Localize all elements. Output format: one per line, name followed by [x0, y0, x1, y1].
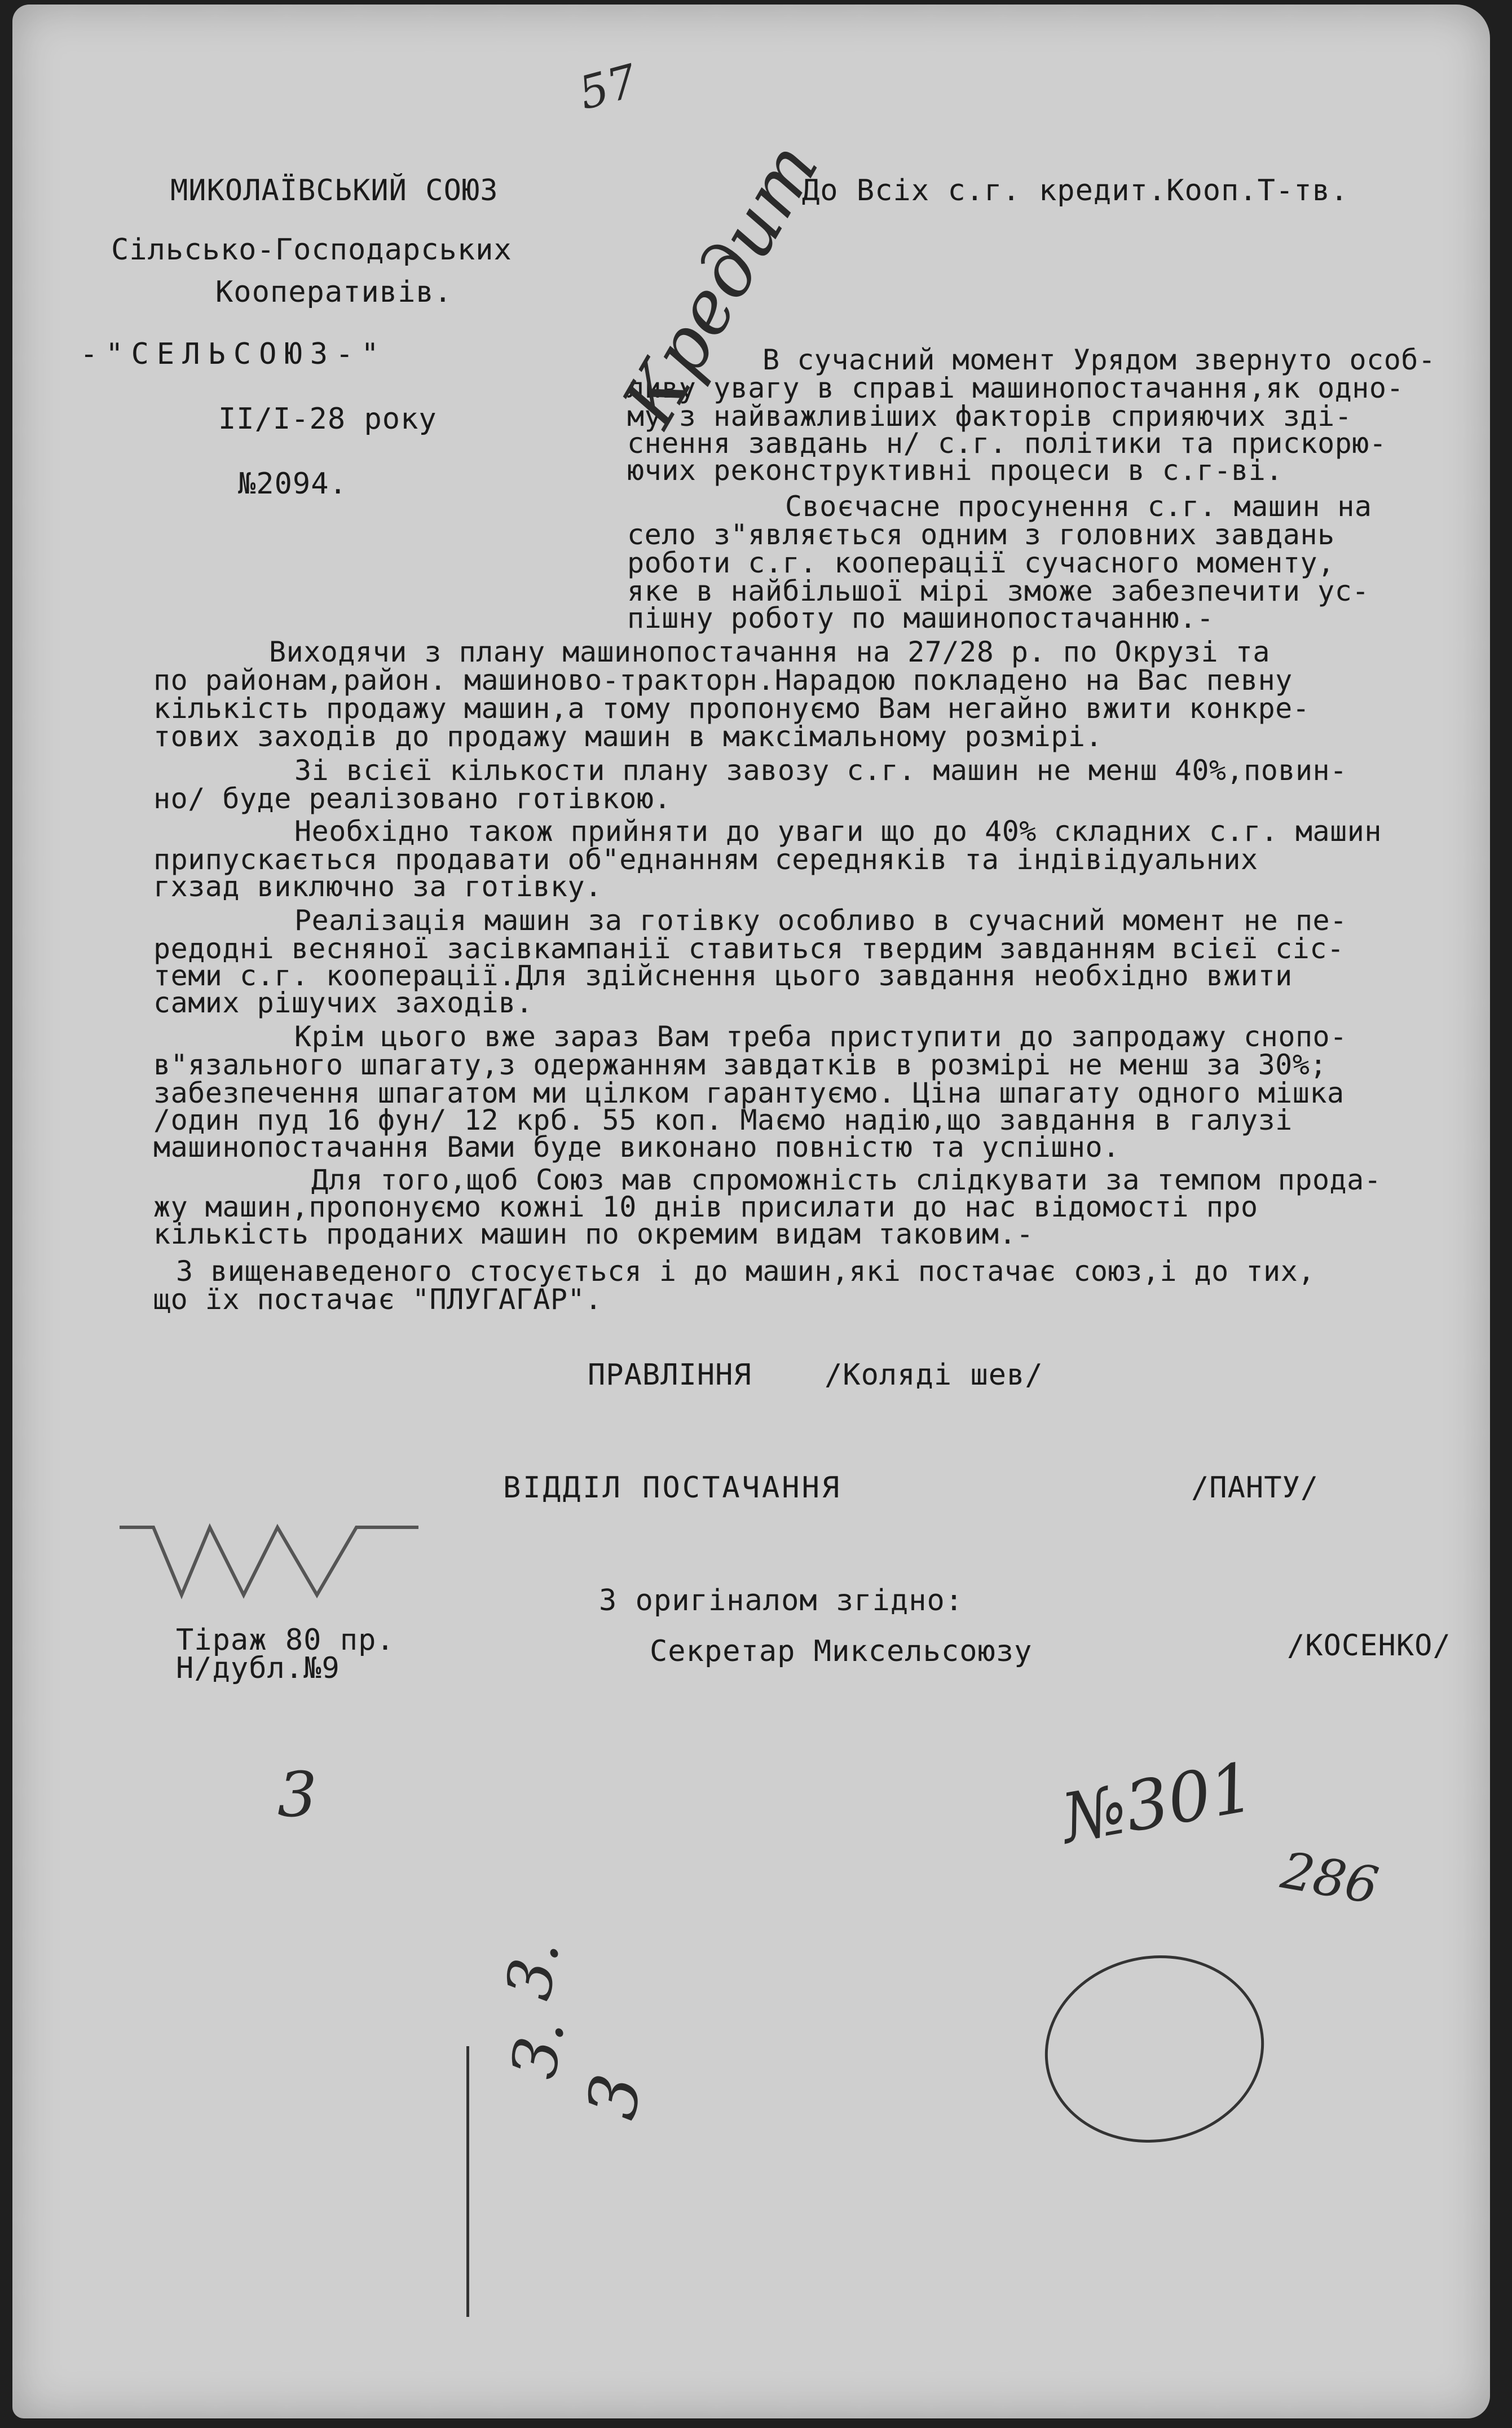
body-line: теми с.г. кооперації.Для здійснення цього завдання необхідно вжити	[153, 959, 1293, 992]
department-signatory: /ПАНТУ/	[1191, 1471, 1319, 1505]
body-line: жу машин,пропонуємо кожні 10 днів присилати до нас відомості про	[153, 1191, 1258, 1223]
body-line: Для того,щоб Союз мав спроможність слідкувати за темпом прода-	[311, 1164, 1382, 1196]
document-number: №2094.	[238, 467, 347, 501]
handwritten-mark: З.	[497, 2013, 579, 2084]
secretary-name: /КОСЕНКО/	[1287, 1629, 1451, 1663]
document-date: II/I-28 року	[218, 402, 437, 436]
org-name-line1: МИКОЛАЇВСЬКИЙ СОЮЗ	[170, 174, 499, 208]
handwritten-resolution: Кредит	[605, 128, 835, 440]
body-line: Крім цього вже зараз Вам треба приступити до запродажу снопо-	[294, 1020, 1347, 1053]
body-line: З вищенаведеного стосується і до машин,які постачає союз,і до тих,	[176, 1255, 1315, 1288]
intro-line: пішну роботу по машинопостачанню.-	[627, 602, 1214, 634]
body-line: в"язального шпагату,з одержанням завдатків в розмірі не менш за 30%;	[153, 1048, 1327, 1081]
handwritten-mark: 3	[572, 2068, 658, 2125]
body-line: /один пуд 16 фун/ 12 крб. 55 коп. Маємо надію,що завдання в галузі	[153, 1104, 1293, 1136]
board-label: ПРАВЛІННЯ	[588, 1358, 752, 1392]
body-line: тових заходів до продажу машин в максімальному розмірі.	[153, 720, 1103, 753]
body-line: припускається продавати об"еднанням середняків та індівідуальних	[153, 843, 1258, 876]
intro-line: ливу увагу в справі машинопостачання,як одно-	[627, 372, 1404, 404]
body-line: забезпечення шпагатом ми цілком гарантуємо. Ціна шпагату одного мішка	[153, 1077, 1345, 1109]
body-line: по районам,район. машиново-тракторн.Нарадою покладено на Вас певну	[153, 664, 1293, 697]
body-line: кількість проданих машин по окремим видам таковим.-	[153, 1218, 1034, 1250]
body-line: но/ буде реалізовано готівкою.	[153, 782, 672, 815]
intro-line: роботи с.г. кооперації сучасного моменту,	[627, 547, 1335, 579]
body-line: кількість продажу машин,а тому пропонуємо Вам негайно вжити конкре-	[153, 692, 1310, 725]
body-line: Необхідно також прийняти до уваги що до 40% складних с.г. машин	[294, 815, 1382, 848]
intro-line: снення завдань н/ с.г. політики та прискорю-	[627, 427, 1387, 460]
handwritten-number-301: №301	[1056, 1748, 1260, 1859]
board-signatory: /Коляді шев/	[825, 1358, 1043, 1392]
body-line: Виходячи з плану машинопостачання на 27/28 р. по Окрузі та	[269, 636, 1270, 668]
document-page	[12, 5, 1490, 2418]
intro-line: ючих реконструктивні процеси в с.г-ві.	[627, 454, 1283, 487]
body-line: Зі всієї кількости плану завозу с.г. машин не менш 40%,повин-	[294, 754, 1347, 787]
org-short-name: -"СЕЛЬСОЮЗ-"	[80, 337, 387, 371]
print-run: Тіраж 80 пр.	[176, 1623, 395, 1657]
handwritten-top-number: 57	[573, 54, 643, 120]
faint-stamp-mark	[114, 1516, 430, 1606]
duplicate-number: Н/дубл.№9	[176, 1651, 340, 1685]
intro-line: село з"являється одним з головних завдань	[627, 518, 1335, 551]
secretary-label: Секретар Миксельсоюзу	[650, 1634, 1033, 1668]
body-line: Реалізація машин за готівку особливо в сучасний момент не пе-	[294, 904, 1347, 937]
intro-line: му з найважливіших факторів сприяючих зді-	[627, 400, 1352, 433]
addressee: До Всіх с.г. кредит.Кооп.Т-тв.	[802, 174, 1349, 208]
copy-certification: З оригіналом згідно:	[599, 1584, 964, 1618]
handwritten-number-286: 286	[1277, 1840, 1383, 1916]
body-line: редодні весняної засівкампанії ставиться твердим завданням всієї сіс-	[153, 932, 1345, 965]
intro-line: В сучасний момент Урядом звернуто особ-	[762, 343, 1436, 376]
org-name-line3: Кооперативів.	[215, 275, 452, 309]
handwritten-mark: 3	[277, 1759, 317, 1831]
body-line: гхзад виключно за готівку.	[153, 870, 602, 903]
body-line: що їх постачає "ПЛУГАГАР".	[153, 1283, 602, 1316]
body-line: самих рішучих заходів.	[153, 986, 534, 1019]
handwritten-circle	[1030, 1938, 1279, 2160]
handwritten-mark: 3.	[492, 1934, 574, 2005]
org-name-line2: Сільсько-Господарських	[111, 233, 512, 267]
intro-line: Своєчасне просунення с.г. машин на	[785, 490, 1372, 523]
intro-line: яке в найбільшої мірі зможе забезпечити ус-	[627, 575, 1369, 607]
body-line: машинопостачання Вами буде виконано повністю та успішно.	[153, 1131, 1120, 1164]
department-label: ВІДДІЛ ПОСТАЧАННЯ	[503, 1471, 842, 1505]
margin-line	[466, 2046, 469, 2317]
